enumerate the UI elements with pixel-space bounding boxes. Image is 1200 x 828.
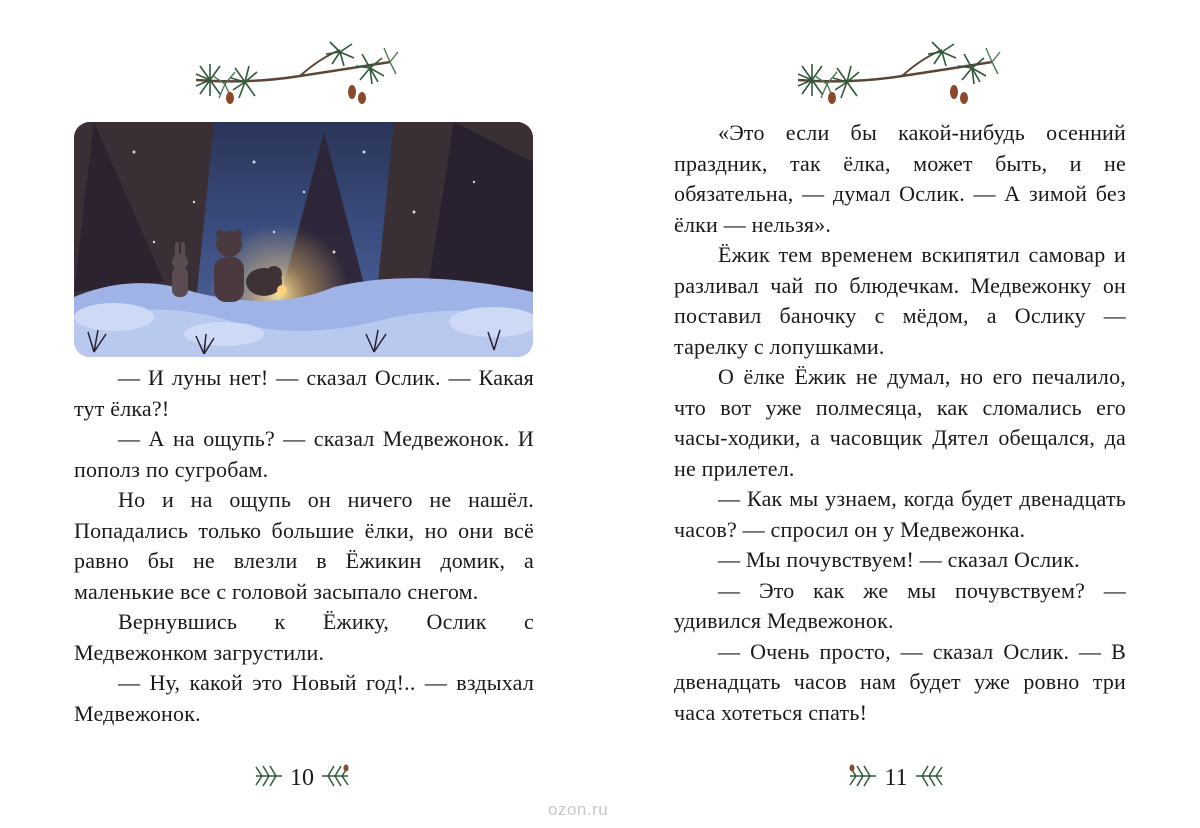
paragraph: — Мы почувствуем! — сказал Ослик. <box>718 547 1080 572</box>
paragraph: — Как мы узнаем, когда будет двенадцать часов? — спросил он у Медвежонка. <box>674 486 1126 542</box>
pine-branch-ornament-top-left <box>190 40 400 112</box>
paragraph: О ёлке Ёжик не думал, но его печалило, что вот уже полмесяца, как сломались его часы-ходики, а часовщик Дятел обещался, да не прилетел. <box>674 364 1126 481</box>
pine-sprig-icon <box>252 762 286 795</box>
right-page <box>600 0 1200 828</box>
paragraph: — Это как же мы почувствуем? — удивился Медвежонок. <box>674 577 1126 633</box>
paragraph: — А на ощупь? — сказал Медвежонок. И пополз по сугробам. <box>74 426 534 482</box>
pine-sprig-icon <box>912 762 946 795</box>
left-page-text <box>74 363 534 729</box>
page-number-right <box>846 760 946 796</box>
pine-branch-ornament-top-right <box>792 40 1002 112</box>
pine-sprig-icon <box>846 762 880 795</box>
page-number-left <box>252 760 352 796</box>
paragraph: Но и на ощупь он ничего не нашёл. Попадались только большие ёлки, но они всё равно бы не влезли в Ёжикин домик, а маленькие все с головой засыпало снегом. <box>74 487 534 604</box>
paragraph: — Ну, какой это Новый год!.. — вздыхал Медвежонок. <box>74 670 534 726</box>
paragraph: Вернувшись к Ёжику, Ослик с Медвежонком загрустили. <box>74 609 534 665</box>
paragraph: «Это если бы какой-нибудь осенний праздник, так ёлка, может быть, и не обязательна, — думал Ослик. — А зимой без ёлки — нельзя». <box>674 120 1126 237</box>
page-number: 10 <box>290 764 314 791</box>
pine-sprig-icon <box>318 762 352 795</box>
watermark: ozon.ru <box>548 800 609 819</box>
right-page-text <box>674 118 1126 728</box>
illustration-night-forest <box>74 122 533 357</box>
paragraph: — Очень просто, — сказал Ослик. — В двенадцать часов нам будет уже ровно три часа хотеться спать! <box>674 638 1126 725</box>
paragraph: Ёжик тем временем вскипятил самовар и разливал чай по блюдечкам. Медвежонку он поставил баночку с мёдом, а Ослику — тарелку с лопушками. <box>674 242 1126 359</box>
page-number: 11 <box>884 764 908 791</box>
paragraph: — И луны нет! — сказал Ослик. — Какая тут ёлка?! <box>74 365 534 421</box>
